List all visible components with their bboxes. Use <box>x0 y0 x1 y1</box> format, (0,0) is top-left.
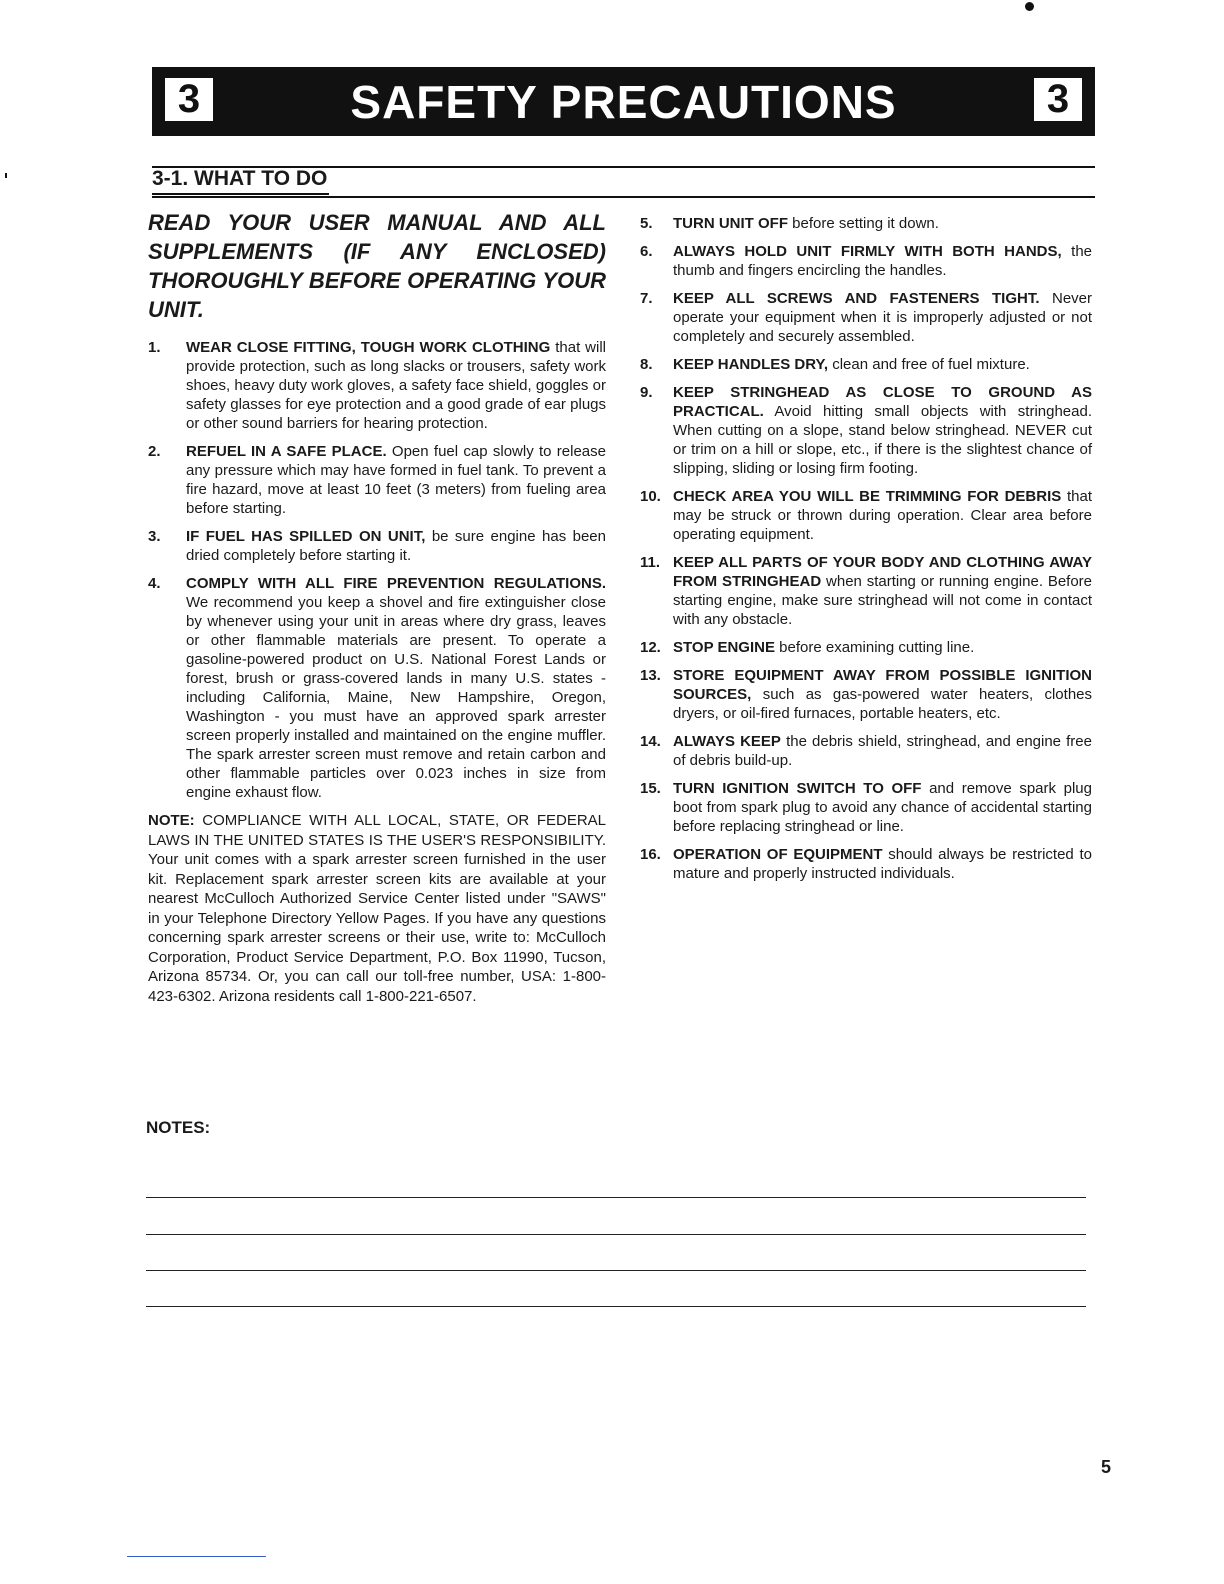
right-column <box>640 214 1092 892</box>
section-heading: 3-1. WHAT TO DO <box>152 167 329 195</box>
item-heading: ALWAYS KEEP <box>673 733 781 750</box>
item-heading: REFUEL IN A SAFE PLACE. <box>186 443 387 460</box>
list-item <box>148 338 606 433</box>
item-heading: IF FUEL HAS SPILLED ON UNIT, <box>186 528 426 545</box>
section-bottom-rule <box>152 196 1095 198</box>
chapter-number-right: 3 <box>1031 75 1085 124</box>
item-number: 1. <box>148 339 161 356</box>
chapter-banner <box>152 67 1095 136</box>
list-item <box>640 666 1092 723</box>
item-number: 12. <box>640 639 661 656</box>
item-text: the thumb and fingers encircling the handles. <box>673 243 1093 279</box>
item-text: be sure engine has been dried completely before starting it. <box>186 528 606 564</box>
item-text: that will provide protection, such as long slacks or trousers, safety work shoes, heavy duty work gloves, a safety face shield, goggles or safety glasses for eye protection and a good grade of ear plugs or other sound barriers for hearing protection. <box>186 339 606 432</box>
item-heading: ALWAYS HOLD UNIT FIRMLY WITH BOTH HANDS, <box>673 243 1062 260</box>
lead-instruction: READ YOUR USER MANUAL AND ALL SUPPLEMENTS (IF ANY ENCLOSED) THOROUGHLY BEFORE OPERATING YOUR UNIT. <box>148 210 606 322</box>
item-number: 8. <box>640 356 653 373</box>
list-item <box>640 242 1092 280</box>
item-text: that may be struck or thrown during operation. Clear area before operating equipment. <box>673 488 1092 543</box>
notes-line <box>146 1197 1086 1198</box>
notes-line <box>146 1270 1086 1271</box>
footer-mark <box>127 1556 266 1557</box>
item-text: when starting or running engine. Before starting engine, make sure stringhead will not come in contact with any obstacle. <box>673 573 1093 628</box>
item-number: 16. <box>640 846 661 863</box>
item-text: should always be restricted to mature and properly instructed individuals. <box>673 846 1092 882</box>
item-number: 15. <box>640 780 661 797</box>
item-heading: STORE EQUIPMENT AWAY FROM POSSIBLE IGNITION SOURCES, <box>673 667 1092 703</box>
list-item <box>640 553 1092 629</box>
item-text: Open fuel cap slowly to release any pressure which may have formed in fuel tank. To prevent a fire hazard, move at least 10 feet (3 meters) from fueling area before starting. <box>186 443 606 517</box>
item-heading: OPERATION OF EQUIPMENT <box>673 846 883 863</box>
list-item <box>640 845 1092 883</box>
item-heading: TURN IGNITION SWITCH TO OFF <box>673 780 922 797</box>
item-text: and remove spark plug boot from spark plug to avoid any chance of accidental starting before replacing stringhead or line. <box>673 780 1092 835</box>
list-item <box>640 214 1092 233</box>
notes-line <box>146 1234 1086 1235</box>
item-number: 13. <box>640 667 661 684</box>
note-label: NOTE: <box>148 812 195 829</box>
item-text: before examining cutting line. <box>779 639 975 656</box>
corner-dot <box>1025 2 1034 11</box>
item-heading: KEEP STRINGHEAD AS CLOSE TO GROUND AS PRACTICAL. <box>673 384 1092 420</box>
item-heading: CHECK AREA YOU WILL BE TRIMMING FOR DEBRIS <box>673 488 1062 505</box>
item-number: 2. <box>148 443 161 460</box>
item-number: 6. <box>640 243 653 260</box>
item-number: 4. <box>148 575 161 592</box>
item-text: We recommend you keep a shovel and fire extinguisher close by whenever using your unit in areas where dry grass, leaves or other flammable materials are present. To operate a gasoline-powered product on U.S. National Forest Lands or forest, brush or grass-covered lands in many U.S. states - including California, Maine, New Hampshire, Oregon, Washington - you must have an approved spark arrester screen properly installed and maintained on the engine muffler. The spark arrester screen must remove and retain carbon and other flammable particles over 0.023 inches in size from engine exhaust flow. <box>186 594 606 801</box>
item-number: 9. <box>640 384 653 401</box>
item-number: 11. <box>640 554 661 571</box>
list-item <box>148 527 606 565</box>
item-heading: KEEP ALL SCREWS AND FASTENERS TIGHT. <box>673 290 1040 307</box>
item-heading: STOP ENGINE <box>673 639 775 656</box>
list-item <box>640 779 1092 836</box>
margin-mark <box>5 173 7 178</box>
chapter-number-left: 3 <box>162 75 216 124</box>
list-item <box>640 487 1092 544</box>
list-item <box>148 574 606 802</box>
item-text: Avoid hitting small objects with stringhead. When cutting on a slope, stand below stringhead. NEVER cut or trim on a hill or slope, etc., if there is the slightest chance of slipping, sliding or losing firm footing. <box>673 403 1092 477</box>
item-text: clean and free of fuel mixture. <box>832 356 1030 373</box>
left-column <box>148 208 606 1006</box>
list-item <box>640 289 1092 346</box>
item-number: 5. <box>640 215 653 232</box>
item-text: before setting it down. <box>792 215 939 232</box>
compliance-note <box>148 811 606 1006</box>
item-number: 14. <box>640 733 661 750</box>
item-heading: KEEP HANDLES DRY, <box>673 356 829 373</box>
item-heading: KEEP ALL PARTS OF YOUR BODY AND CLOTHING AWAY FROM STRINGHEAD <box>673 554 1092 590</box>
item-number: 10. <box>640 488 661 505</box>
page-number: 5 <box>1101 1457 1112 1477</box>
item-heading: COMPLY WITH ALL FIRE PREVENTION REGULATIONS. <box>186 575 606 592</box>
list-item <box>640 732 1092 770</box>
item-text: Never operate your equipment when it is improperly adjusted or not completely and securely assembled. <box>673 290 1092 345</box>
notes-label: NOTES: <box>146 1118 211 1137</box>
chapter-title: SAFETY PRECAUTIONS <box>350 75 897 128</box>
item-heading: TURN UNIT OFF <box>673 215 788 232</box>
item-number: 3. <box>148 528 161 545</box>
list-item <box>640 383 1092 478</box>
note-text: COMPLIANCE WITH ALL LOCAL, STATE, OR FEDERAL LAWS IN THE UNITED STATES IS THE USER'S RESPONSIBILITY. Your unit comes with a spark arrester screen furnished in the user kit. Replacement spark arrester screen kits are available at your nearest McCulloch Authorized Service Center listed under "SAWS" in your Telephone Directory Yellow Pages. If you have any questions concerning spark arrester screens or their use, write to: McCulloch Corporation, Product Service Department, P.O. Box 11990, Tucson, Arizona 85734. Or, you can call our toll-free number, USA: 1-800-423-6302. Arizona residents call 1-800-221-6507. <box>148 812 607 1005</box>
item-text: such as gas-powered water heaters, clothes dryers, or oil-fired furnaces, portable heaters, etc. <box>673 686 1092 722</box>
item-text: the debris shield, stringhead, and engine free of debris build-up. <box>673 733 1092 769</box>
list-item <box>148 442 606 518</box>
list-item <box>640 638 1092 657</box>
notes-line <box>146 1306 1086 1307</box>
item-heading: WEAR CLOSE FITTING, TOUGH WORK CLOTHING <box>186 339 551 356</box>
list-item <box>640 355 1092 374</box>
item-number: 7. <box>640 290 653 307</box>
